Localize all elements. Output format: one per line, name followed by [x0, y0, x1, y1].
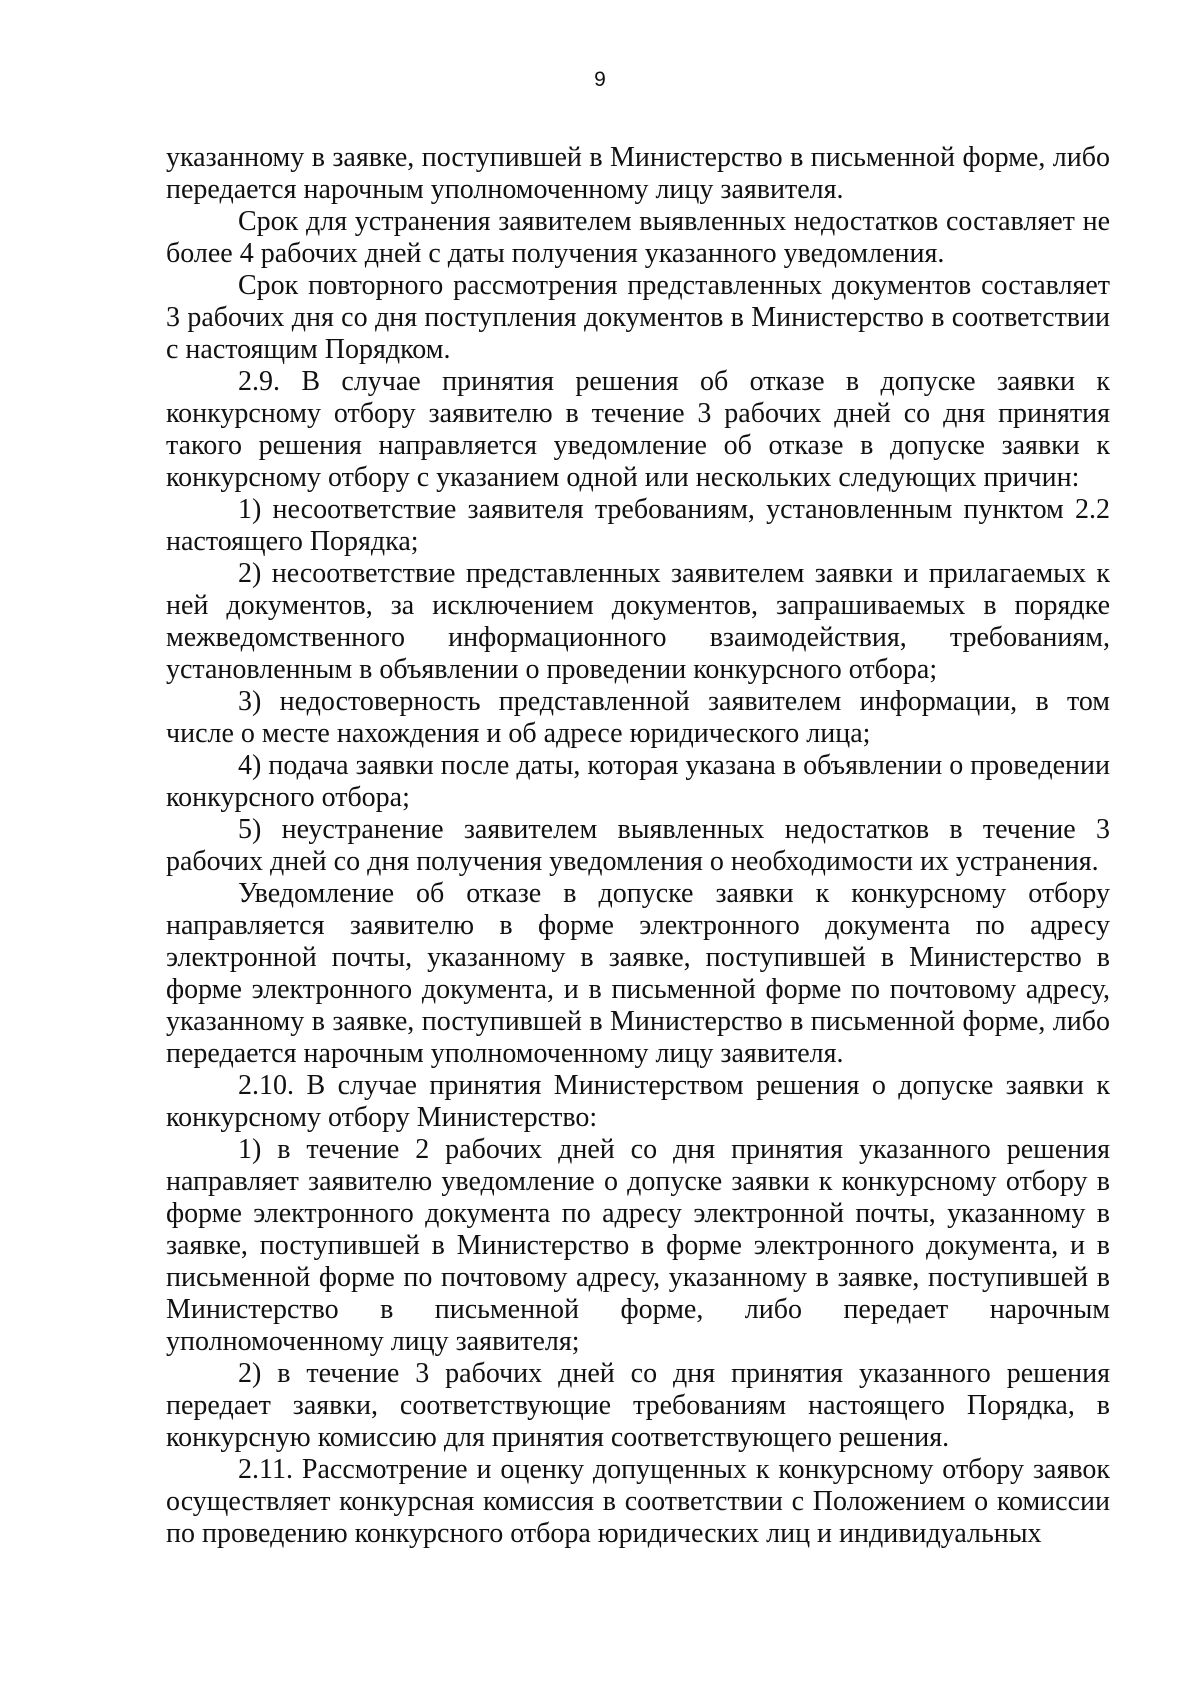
page-number: 9 — [594, 68, 606, 91]
paragraph-continuation: указанному в заявке, поступившей в Министерство в письменной форме, либо передается нарочным уполномоченному лицу заявителя. — [166, 142, 1110, 205]
list-item-action-2: 2) в течение 3 рабочих дней со дня принятия указанного решения передает заявки, соответствующие требованиям настоящего Порядка, в конкурсную комиссию для принятия соответствующего решения. — [166, 1358, 1110, 1453]
paragraph-deadline-fix: Срок для устранения заявителем выявленных недостатков составляет не более 4 рабочих дней с даты получения указанного уведомления. — [166, 206, 1110, 269]
list-item-reason-1: 1) несоответствие заявителя требованиям, установленным пунктом 2.2 настоящего Порядка; — [166, 494, 1110, 557]
list-item-reason-4: 4) подача заявки после даты, которая указана в объявлении о проведении конкурсного отбора; — [166, 750, 1110, 813]
paragraph-2-10: 2.10. В случае принятия Министерством решения о допуске заявки к конкурсному отбору Министерство: — [166, 1070, 1110, 1133]
paragraph-2-11: 2.11. Рассмотрение и оценку допущенных к конкурсному отбору заявок осуществляет конкурсная комиссия в соответствии с Положением о комиссии по проведению конкурсного отбора юридических лиц и индивидуальных — [166, 1454, 1110, 1549]
document-body — [166, 142, 1110, 1550]
list-item-reason-5: 5) неустранение заявителем выявленных недостатков в течение 3 рабочих дней со дня получения уведомления о необходимости их устранения. — [166, 814, 1110, 877]
paragraph-2-9: 2.9. В случае принятия решения об отказе в допуске заявки к конкурсному отбору заявителю в течение 3 рабочих дней со дня принятия такого решения направляется уведомление об отказе в допуске заявки к конкурсному отбору с указанием одной или нескольких следующих причин: — [166, 366, 1110, 493]
paragraph-deadline-review: Срок повторного рассмотрения представленных документов составляет 3 рабочих дня со дня поступления документов в Министерство в соответствии с настоящим Порядком. — [166, 270, 1110, 365]
paragraph-refusal-notice: Уведомление об отказе в допуске заявки к конкурсному отбору направляется заявителю в форме электронного документа по адресу электронной почты, указанному в заявке, поступившей в Министерство в форме электронного документа, и в письменной форме по почтовому адресу, указанному в заявке, поступившей в Министерство в письменной форме, либо передается нарочным уполномоченному лицу заявителя. — [166, 878, 1110, 1069]
list-item-reason-3: 3) недостоверность представленной заявителем информации, в том числе о месте нахождения и об адресе юридического лица; — [166, 686, 1110, 749]
list-item-reason-2: 2) несоответствие представленных заявителем заявки и прилагаемых к ней документов, за исключением документов, запрашиваемых в порядке межведомственного информационного взаимодействия, требованиям, установленным в объявлении о проведении конкурсного отбора; — [166, 558, 1110, 685]
list-item-action-1: 1) в течение 2 рабочих дней со дня принятия указанного решения направляет заявителю уведомление о допуске заявки к конкурсному отбору в форме электронного документа по адресу электронной почты, указанному в заявке, поступившей в Министерство в форме электронного документа, и в письменной форме по почтовому адресу, указанному в заявке, поступившей в Министерство в письменной форме, либо передает нарочным уполномоченному лицу заявителя; — [166, 1134, 1110, 1357]
